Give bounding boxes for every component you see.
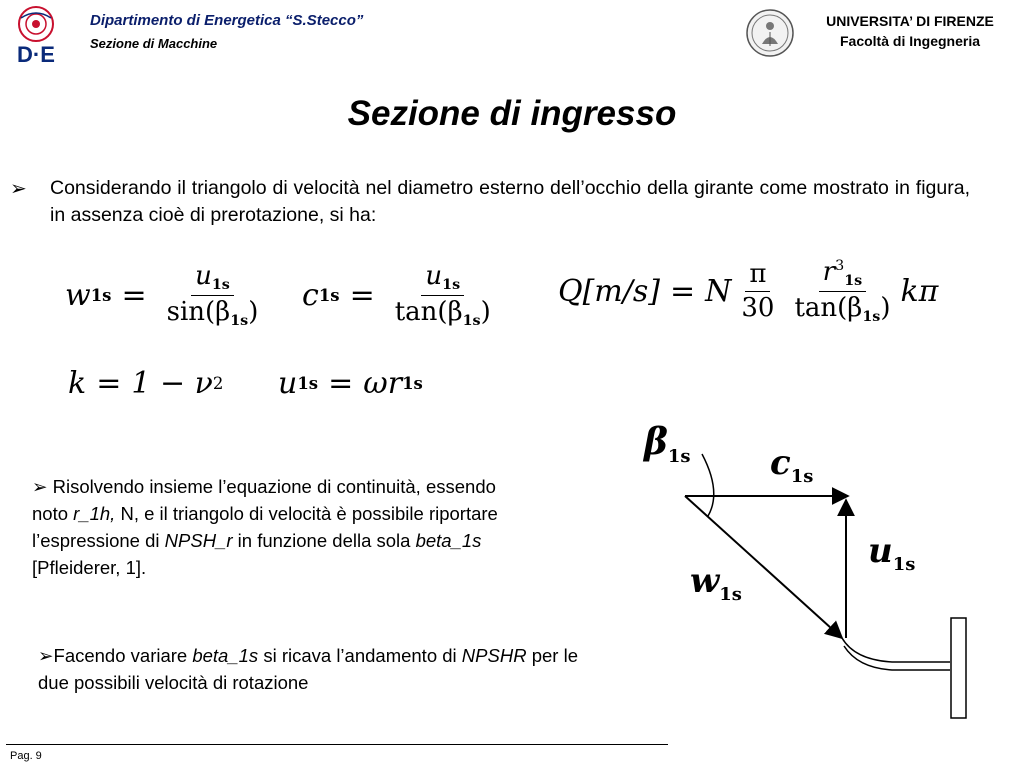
formula-k-eq: =: [96, 366, 122, 401]
formula-c1s-num: u: [425, 261, 443, 291]
bullet2-em-npshr: NPSH_r: [164, 530, 233, 551]
department-logo: [4, 4, 68, 66]
formula-q-tail: kπ: [900, 274, 939, 310]
formula-u1s: [278, 366, 423, 401]
formula-q-frac2-den-sub: 1s: [862, 309, 881, 326]
formula-w1s-lhs-sub: 1s: [90, 286, 112, 306]
beta-angle-arc: [702, 454, 714, 516]
formula-c1s-num-sub: 1s: [442, 277, 461, 293]
department-name: Dipartimento di Energetica “S.Stecco”: [90, 12, 364, 29]
blade-profile-lower: [844, 646, 950, 670]
formula-q-frac2-den-close: ): [880, 293, 891, 324]
formula-w1s-lhs: w: [65, 278, 91, 314]
formula-q-frac1-num: π: [745, 260, 770, 293]
formula-c1s-lhs: c: [302, 278, 319, 314]
bullet3-text-3: per le due possibili velocità di rotazione: [38, 645, 578, 693]
formula-q-frac2-sub: 1s: [844, 273, 863, 289]
footer-divider: [6, 744, 668, 745]
formula-c1s-den-close: ): [480, 297, 491, 328]
blade-profile-upper: [842, 638, 950, 662]
formula-w1s-eq: =: [121, 278, 147, 314]
formula-k: [68, 366, 223, 401]
formula-flow-rate: [558, 258, 938, 326]
formula-c1s-fraction: [391, 262, 495, 330]
svg-text:w1s: [690, 561, 742, 605]
beta-label-sub: 1s: [667, 446, 691, 467]
bullet3-em-beta: beta_1s: [192, 645, 259, 666]
formula-q-fraction-pi: [737, 260, 778, 325]
bullet2-em-beta: beta_1s: [415, 530, 482, 551]
bullet2-text-4: [Pfleiderer, 1].: [32, 557, 147, 578]
formula-u1s-eq: =: [328, 366, 354, 401]
formula-k-lhs: k: [68, 366, 87, 401]
bullet2-em-r1h: r_1h,: [73, 503, 116, 524]
formula-w1s-num-sub: 1s: [211, 277, 230, 293]
svg-text:u1s: [868, 531, 915, 575]
formula-c1s-lhs-sub: 1s: [318, 286, 340, 306]
logo-text: D·E: [17, 42, 55, 66]
bullet-npsh-text: [32, 473, 537, 581]
university-name: UNIVERSITA’ DI FIRENZE: [826, 13, 994, 29]
bullet3-em-npshr: NPSHR: [461, 645, 527, 666]
bullet2-text-2: N, e il triangolo di velocità è possibile riportare l’espressione di: [32, 503, 498, 551]
u1s-label: u: [868, 531, 893, 571]
bullet2-text-3: in funzione della sola: [232, 530, 416, 551]
formula-u1s-rhs: ωr: [363, 366, 403, 401]
formula-c1s: [302, 262, 501, 330]
slide-title: Sezione di ingresso: [347, 94, 677, 133]
formula-w1s-fraction: [163, 262, 263, 330]
w1s-label-sub: 1s: [719, 584, 742, 605]
formula-q-fraction-radius: [790, 258, 894, 326]
svg-text:c1s: [770, 443, 813, 487]
bullet-arrow-icon: ➢: [32, 476, 48, 497]
velocity-triangle-diagram: [630, 410, 1020, 735]
bullet-intro-text: Considerando il triangolo di velocità nel diametro esterno dell’occhio della girante come mostrato in figura, in assenza cioè di prerotazione, si ha:: [50, 177, 970, 226]
university-seal-icon: [745, 8, 795, 58]
w1s-label: w: [690, 561, 720, 601]
faculty-name: Facoltà di Ingegneria: [839, 33, 981, 49]
bullet-arrow-icon: ➢: [10, 178, 27, 200]
beta-label: β: [644, 421, 668, 463]
formula-w1s-den: sin(β: [166, 297, 231, 328]
formula-q-n: N: [705, 274, 732, 310]
formula-q-frac2-den: tan(β: [794, 293, 863, 324]
formula-k-rhs: 1 − ν: [131, 366, 213, 401]
bullet3-text-1: Facendo variare: [53, 645, 193, 666]
section-name: Sezione di Macchine: [90, 36, 218, 51]
formula-u1s-rhs-sub: 1s: [402, 374, 423, 393]
formula-q-frac2-sup: 3: [835, 258, 845, 274]
formula-c1s-den: tan(β: [394, 297, 463, 328]
c1s-label-sub: 1s: [790, 466, 814, 487]
u1s-label-sub: 1s: [892, 554, 916, 575]
bullet3-text-2: si ricava l’andamento di: [258, 645, 462, 666]
hub-wall: [951, 618, 966, 718]
bullet-arrow-icon: ➢: [38, 645, 54, 666]
formula-w1s-den-sub: 1s: [230, 313, 249, 330]
formula-q-frac1-den: 30: [741, 293, 775, 324]
formula-u1s-lhs: u: [278, 366, 298, 401]
svg-text:β1s: [642, 421, 691, 467]
page-number: Pag. 9: [10, 750, 42, 762]
c1s-label: c: [770, 443, 791, 483]
formula-w1s-den-close: ): [248, 297, 259, 328]
formula-c1s-den-sub: 1s: [462, 313, 481, 330]
bullet2-text-1: Risolvendo insieme l’equazione di continuità, essendo noto: [32, 476, 496, 524]
formula-c1s-eq: =: [349, 278, 375, 314]
formula-q-lhs: Q[m/s]: [558, 274, 660, 310]
formula-u1s-lhs-sub: 1s: [297, 374, 319, 393]
formula-q-frac2-num: r: [822, 257, 836, 287]
formula-k-rhs-sup: 2: [212, 374, 224, 393]
bullet-variation-text: [38, 642, 578, 696]
formula-w1s: [65, 262, 268, 330]
formula-q-eq: =: [669, 274, 696, 310]
formula-w1s-num: u: [195, 261, 212, 291]
